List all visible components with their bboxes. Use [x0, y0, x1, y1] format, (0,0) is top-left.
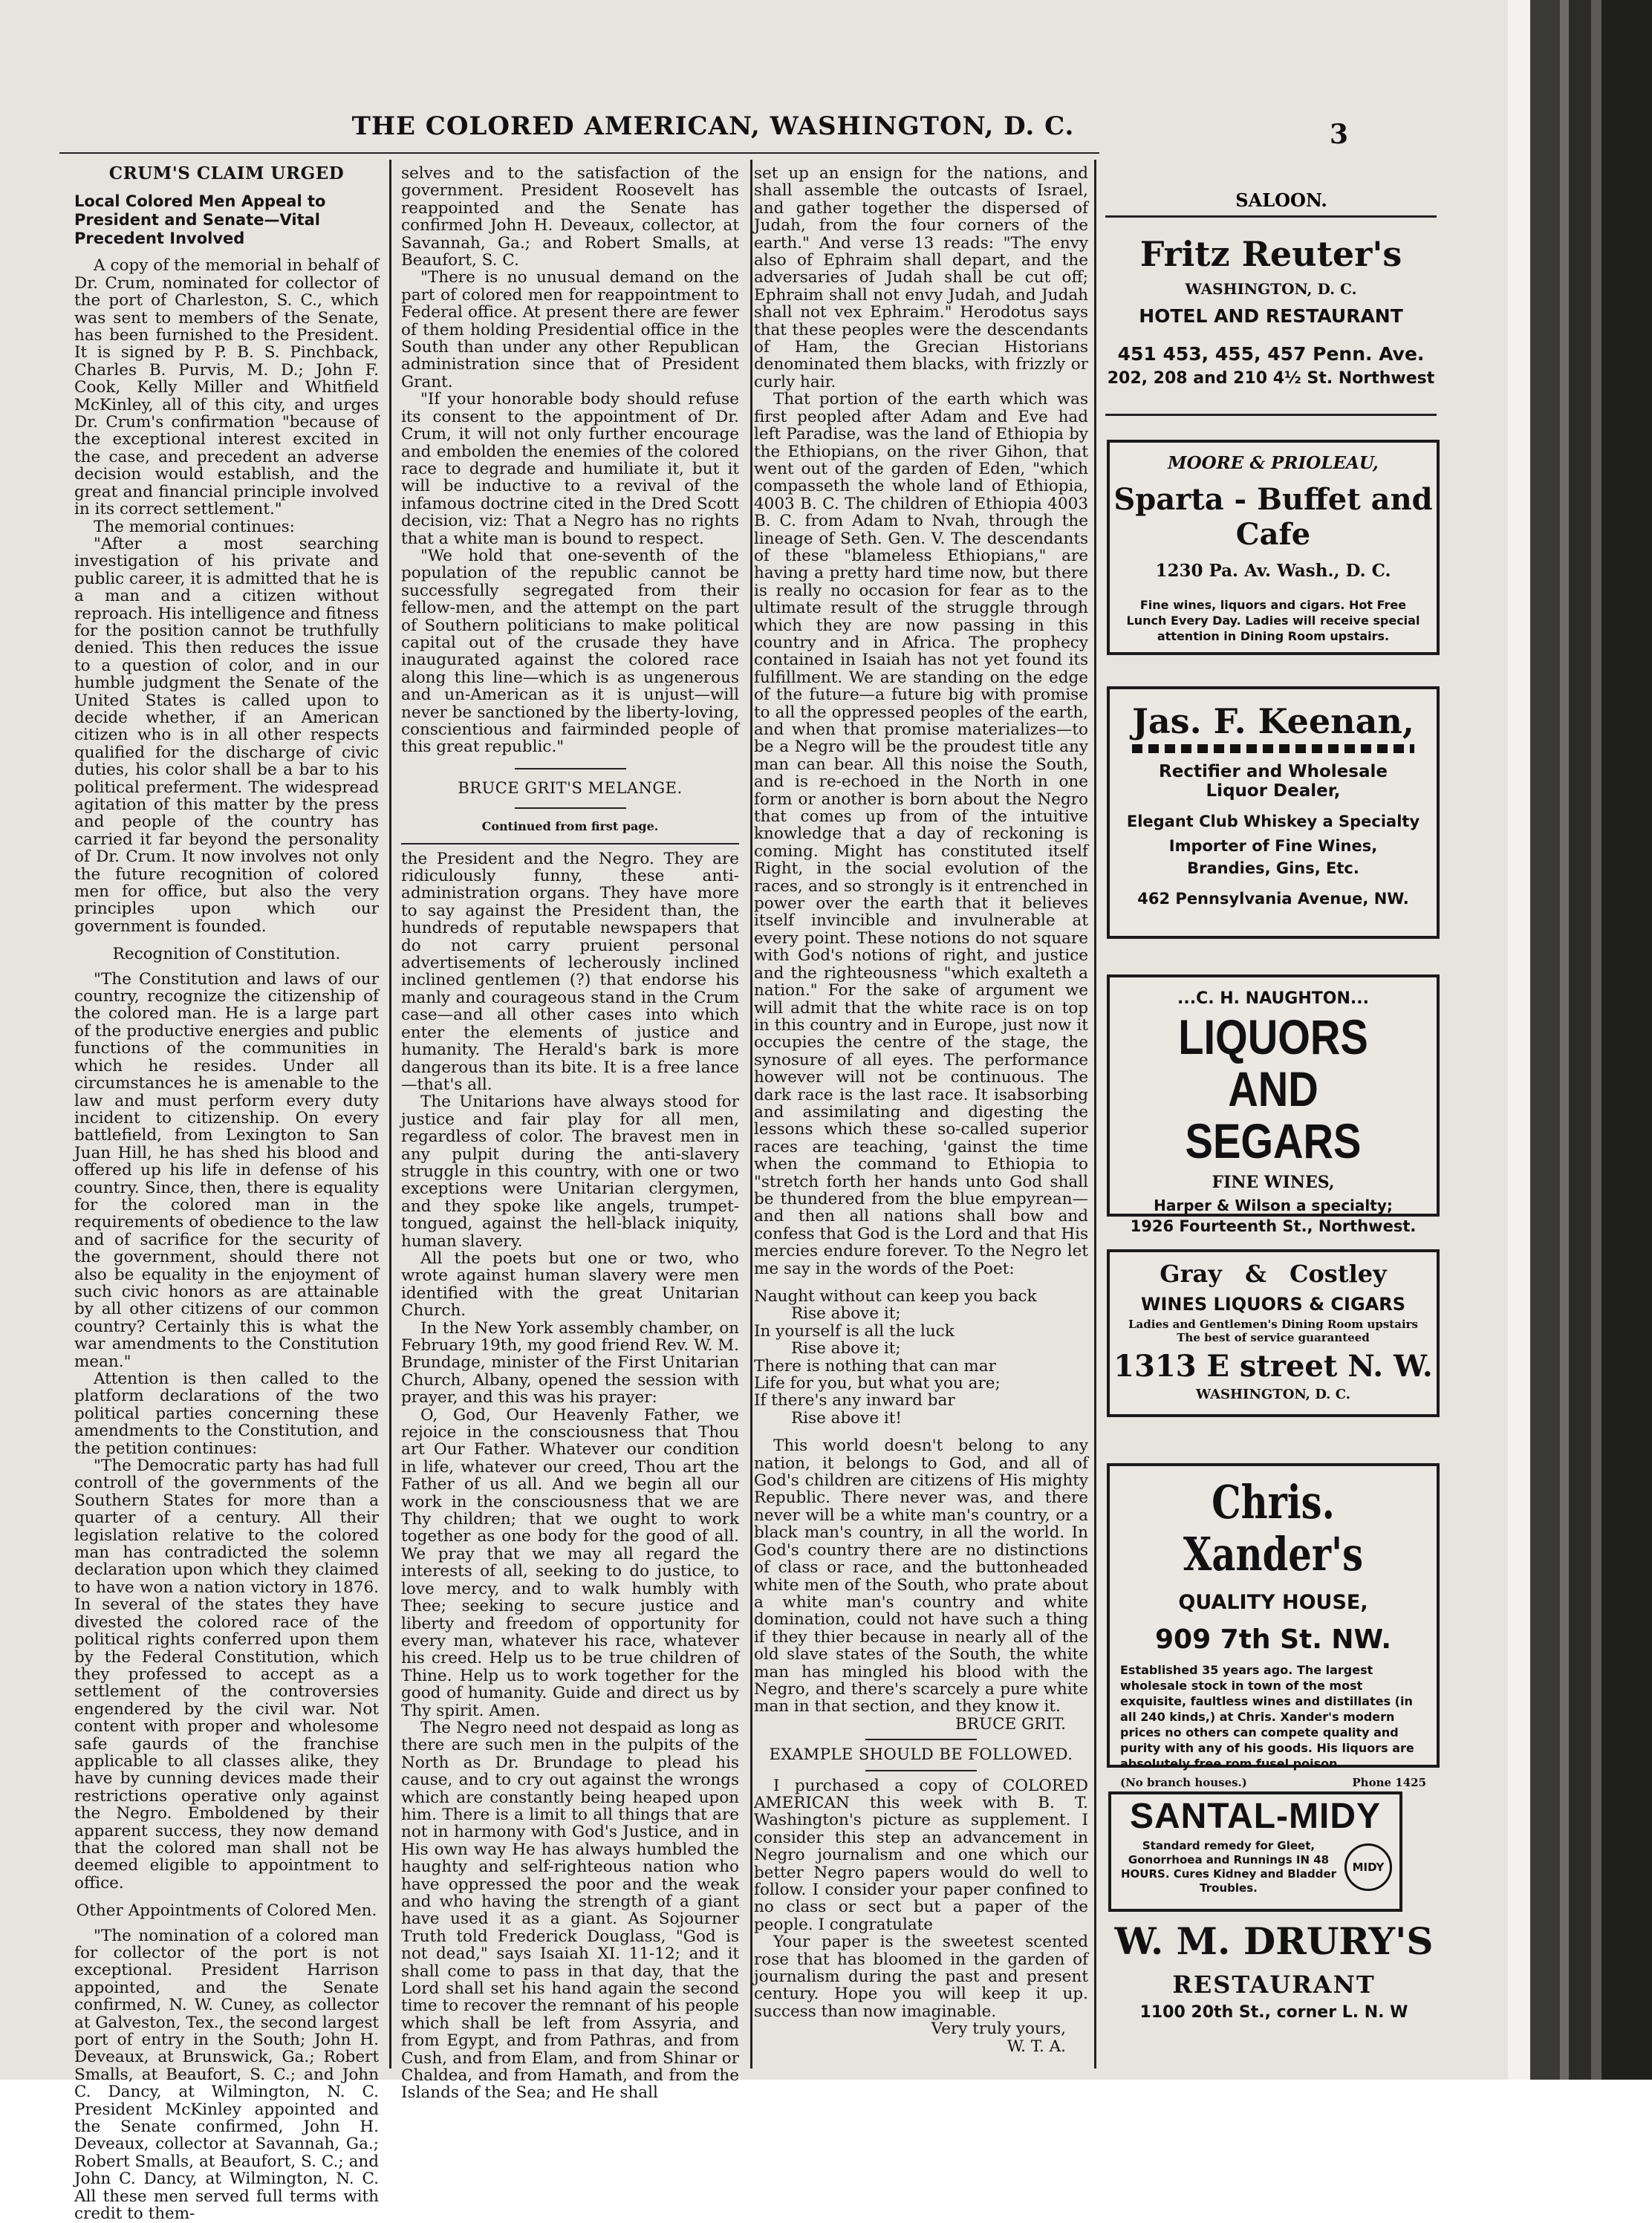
poem-line: Rise above it;	[791, 1304, 901, 1324]
article-bruce-grit	[754, 165, 1088, 2070]
poem-line: If there's any inward bar	[754, 1391, 955, 1410]
paragraph: That portion of the earth which was first peopled after Adam and Eve had left Paradise, was the land of Ethiopia by the Ethiopians, on the river Gihon, that went out of the garden of Eden, "which compasseth the whole land of Ethiopia, 4003 B. C. The children of Ethiopia 4003 B. C. from Adam to Nvah, through the lineage of Seth. Gen. V. The descendants of these "blameless Ethiopians," are having a pretty hard time now, but there is really no occasion for fear as to the ultimate result of the struggle through which they are now passing in this country and in Africa. The prophecy contained in Isaiah has not yet found its fulfillment. We are standing on the edge of the future—a future big with promise to all the oppressed peoples of the earth, and when that promise materializes—to be a Negro will be the proudest title any man can bear. All this noise the South, and is re-echoed in the North in one form or another is born about the Negro that comes up from of the intuitive knowledge that a day of reckoning is coming. Might has constituted itself Right, in the social evolution of the races, and so strongly is it entrenched in power over the earth that it believes itself invincible and invulnerable at every point. These notions do not square with God's notions of right, and justice and the righteousness "which exalteth a nation." For the sake of argument we will admit that the white race is on top in this country and in Europe, just now it occupies the centre of the stage, the synosure of all eyes. The performance however will not be continuous. The dark race is the last race. It isabsorbing and assimilating and digesting the lessons which these so-called superior races are teaching, 'gainst the time when the command to Ethiopia to "stretch forth her hands unto God shall be thundered from the blue empyrean—and then all nations shall bow and confess that God is the Lord and that His mercies endure forever. To the Negro let me say in the words of the Poet:	[754, 390, 1088, 1278]
section-rule	[865, 1770, 977, 1771]
paragraph: The memorial continues:	[94, 517, 295, 536]
subhead: Recognition of Constitution.	[112, 945, 341, 964]
ad-address: 202, 208 and 210 4½ St. Northwest	[1107, 369, 1435, 388]
paragraph: selves and to the satisfaction of the government. President Roosevelt has reappointed and the Senate has confirmed John H. Deveaux, collector, at Savannah, Ga.; and Robert Smalls, at Beaufort, S. C.	[401, 164, 739, 270]
paragraph: The Negro need not despaid as long as there are such men in the pulpits of the North as Dr. Brundage to plead his cause, and to cry out against the wrongs which are constantly being heaped upon him. There is a limit to all things that are not in harmony with God's Justice, and in His own way He has always humbled the haughty and self-righteous nation who have oppressed the poor and the weak and who having the strength of a giant have used it as a giant. As Sojourner Truth told Frederick Douglass, "God is not dead," says Isaiah XI. 11-12; and it shall come to pass in that day, that the Lord shall set his hand again the second time to recover the remnant of his people which shall be left from Assyria, and from Egypt, and from Pathras, and from Cush, and from Elam, and from Shinar or Chaldea, and from Hamath, and from the Islands of the Sea; and He shall	[401, 1718, 739, 2103]
section-rule	[401, 843, 739, 844]
ad-text: Established 35 years ago. The largest wholesale stock in town of the most exquisite, faultless wines and distillates (in all 240 kinds,) at Chris. Xander's modern prices no others can compete quality and purity with any of his goods. His liquors are absolutely free rom fusel poison.	[1120, 1663, 1414, 1771]
headline: EXAMPLE SHOULD BE FOLLOWED.	[769, 1745, 1073, 1764]
ad-note: (No branch houses.)	[1120, 1776, 1247, 1789]
ad-line: Liquor Dealer,	[1206, 781, 1341, 801]
ad-moore-prioleau	[1107, 440, 1440, 655]
ad-fritz-reuter	[1105, 215, 1437, 416]
ad-city: WASHINGTON, D. C.	[1196, 1387, 1350, 1402]
page-stack-edge	[1601, 0, 1652, 2080]
page-stack-edge	[1591, 0, 1601, 2080]
headline: BRUCE GRIT'S MELANGE.	[458, 778, 683, 797]
column-rule	[1094, 160, 1096, 2069]
ad-saloon-heading: SALOON.	[1235, 189, 1327, 211]
page-stack-edge	[1530, 0, 1560, 2080]
poem-line: Naught without can keep you back	[754, 1287, 1037, 1306]
ad-address: 1926 Fourteenth St., Northwest.	[1130, 1217, 1417, 1235]
ad-line: FINE WINES,	[1212, 1173, 1335, 1192]
ad-headline: LIQUORS	[1178, 1009, 1368, 1064]
ad-chris-xander	[1107, 1463, 1440, 1789]
paragraph: I purchased a copy of COLORED AMERICAN this week with B. T. Washington's picture as supplement. I consider this step an advancement in Negro journalism and one which our better Negro papers would do well to follow. I consider your paper confined to no class or sect but a paper of the people. I congratulate	[754, 1776, 1088, 1934]
paragraph: "The Constitution and laws of our country, recognize the citizenship of the colored man. He is a large part of the productive energies and public functions of the communities in which he resides. Under all circumstances he is amenable to the law and must perform every duty incident to citizenship. On every battlefield, from Lexington to San Juan Hill, he has shed his blood and offered up his life in defense of his country. Since, then, there is equality for the colored man in the requirements of obedience to the law and of sacrifice for the security of the government, should there not also be equality in the enjoyment of such civic honors as are attainable by all other citizens of our common country? Certainly this is what the war amendments to the Constitution mean."	[74, 969, 379, 1371]
ad-name: W. M. DRURY'S	[1114, 1919, 1434, 1963]
paragraph: "There is no unusual demand on the part of colored men for reappointment to Federal office. At present there are fewer of them holding Presidential office in the South than under any other Republican administration since that of President Grant.	[401, 268, 739, 391]
ad-santal-midy	[1108, 1791, 1402, 1912]
ad-name: SANTAL-MIDY	[1129, 1797, 1382, 1836]
ad-line: Elegant Club Whiskey a Specialty	[1126, 813, 1420, 830]
masthead-rule	[59, 152, 1099, 154]
closing-signature: W. T. A.	[1007, 2037, 1066, 2056]
paragraph: the President and the Negro. They are ridiculously funny, these anti-administration organs. They have more to say against the President than, the hundreds of reputable newspapers that do not carry pruient personal advertisements of lecherously inclined inclined gentlemen (?) that endorse his manly and courageous stand in the Crum case—and all other cases into which enter the elements of justice and humanity. The Herald's bark is more dangerous than its bite. It is a free lance—that's all.	[401, 849, 739, 1094]
ad-address: 462 Pennsylvania Avenue, NW.	[1137, 890, 1409, 908]
ad-keenan	[1107, 686, 1440, 939]
ad-address: 909 7th St. NW.	[1154, 1624, 1392, 1655]
ad-line: WINES LIQUORS & CIGARS	[1140, 1294, 1406, 1315]
deck: Local Colored Men Appeal to President and Senate—Vital Precedent Involved	[74, 192, 326, 248]
paragraph: Attention is then called to the platform declarations of the two political parties concerning these amendments to the Constitution, and the petition continues:	[74, 1370, 379, 1458]
column-rule	[389, 160, 391, 2069]
ad-naughton	[1107, 974, 1440, 1235]
paragraph: O, God, Our Heavenly Father, we rejoice in the consciousness that Thou art Our Father. Whatever our condition in life, whatever our creed, Thou art the Father of us all. And we begin all our work in the consciousness that we are Thy children; that we ought to work together as one body for the good of all. We pray that we may all regard the interests of all, seeking to do justice, to love mercy, and to walk humbly with Thee; seeking to secure justice and liberty and freedom of opportunity for every man, whatever his race, whatever his creed. Help us to be true children of Thine. Help us to work together for the good of humanity. Guide and direct us by Thy spirit. Amen.	[401, 1405, 739, 1720]
ornament-rule	[1132, 744, 1414, 753]
page-stack-edge	[1560, 0, 1569, 2080]
ad-line: RESTAURANT	[1172, 1970, 1376, 1999]
ad-name: Fritz Reuter's	[1139, 234, 1402, 274]
page-stack-edge	[1569, 0, 1591, 2080]
ad-name: MOORE & PRIOLEAU,	[1168, 453, 1379, 473]
paragraph: "After a most searching investigation of his private and public career, it is admitted that he is a man and a citizen without reproach. His intelligence and fitness for the position cannot be truthfully denied. This then reduces the issue to a question of color, and in our humble judgment the Senate of the United States is called upon to decide whether, if an American citizen who is in all other respects qualified for the discharge of civic duties, his color shall be a bar to his political preferment. The widespread agitation of this matter by the press and people of the country has carried it far beyond the personality of Dr. Crum. It now involves not only the future recognition of colored men for office, but also the very principles upon which our government is founded.	[74, 534, 379, 936]
ad-address: 1230 Pa. Av. Wash., D. C.	[1155, 561, 1391, 581]
ad-text: Standard remedy for Gleet, Gonorrhoea and Runnings IN 48 HOURS. Cures Kidney and Bladder Troubles.	[1120, 1839, 1337, 1895]
ad-line: Importer of Fine Wines, Brandies, Gins, Etc.	[1168, 837, 1378, 877]
paragraph: "If your honorable body should refuse its consent to the appointment of Dr. Crum, it will not only further encourage and embolden the enemies of the colored race to degrade and humiliate it, but it will be inductive to a revival of the infamous doctrine cited in the Dred Scott decision, viz: That a Negro has no rights that a white man is bound to respect.	[401, 390, 739, 548]
ad-gray-costley	[1107, 1249, 1440, 1417]
ad-name: ...C. H. NAUGHTON...	[1177, 989, 1369, 1008]
poem-line: Rise above it!	[791, 1408, 903, 1428]
ad-address: 1100 20th St., corner L. N. W	[1139, 2003, 1408, 2022]
paragraph: All the poets but one or two, who wrote against human slavery were men identified with the great Unitarian Church.	[401, 1249, 739, 1321]
headline: CRUM'S CLAIM URGED	[108, 163, 345, 183]
closing: Very truly yours,	[931, 2019, 1066, 2039]
ad-line: Harper & Wilson a specialty;	[1154, 1197, 1393, 1214]
paragraph: In the New York assembly chamber, on February 19th, my good friend Rev. W. M. Brundage, minister of the First Unitarian Church, Albany, opened the session with prayer, and this was his prayer:	[401, 1318, 739, 1407]
section-rule	[515, 768, 626, 769]
article-crum	[74, 163, 379, 2223]
ad-address: 1313 E street N. W.	[1113, 1349, 1433, 1384]
ad-name: Gray & Costley	[1160, 1260, 1387, 1288]
poem-line: Rise above it;	[791, 1339, 901, 1358]
paragraph: set up an ensign for the nations, and shall assemble the outcasts of Israel, and gather together the dispersed of Judah, from the four corners of the earth." And verse 13 reads: "The envy also of Ephraim shall depart, and the adversaries of Judah shall be cut off; Ephraim shall not envy Judah, and Judah shall not vex Ephraim." Herodotus says that these peoples were the descendants of Ham, the Grecian Historians denominated them blacks, with frizzly or curly hair.	[754, 164, 1088, 391]
ad-line: QUALITY HOUSE,	[1178, 1591, 1368, 1614]
masthead: THE COLORED AMERICAN, WASHINGTON, D. C.	[351, 111, 1075, 141]
paragraph: A copy of the memorial in behalf of Dr. Crum, nominated for collector of the port of Charleston, S. C., which was sent to members of the Senate, has been furnished to the President. It is signed by P. B. S. Pinchback, Charles B. Purvis, M. D.; John F. Cook, Kelly Miller and Whitfield McKinley, all of this city, and urges Dr. Crum's confirmation "because of the exceptional interest excited in the case, and precedent an adverse decision would establish, and the great and financial principle involved in its correct settlement."	[74, 256, 379, 519]
signature: BRUCE GRIT.	[955, 1714, 1066, 1734]
poem-line: Life for you, but what you are;	[754, 1374, 1001, 1393]
ad-line: HOTEL AND RESTAURANT	[1139, 305, 1403, 327]
paragraph: This world doesn't belong to any nation, it belongs to God, and all of God's children are citizens of His mighty Republic. There never was, and there never will be a white man's country, or a black man's country, in all the world. In God's country there are no distinctions of class or race, and the buttonheaded white men of the South, who prate about a white man's country and white domination, could not have such a thing if they thier because in nearly all of the old slave states of the South, the white man has mingled his blood with the Negro, and there's scarcely a pure white man in that section, and they know it.	[754, 1436, 1088, 1716]
ad-title: Sparta - Buffet and Cafe	[1113, 482, 1433, 552]
midy-badge-icon: MIDY	[1344, 1843, 1392, 1891]
ad-city: WASHINGTON, D. C.	[1185, 280, 1357, 298]
poem-line: In yourself is all the luck	[754, 1321, 955, 1341]
poem-line: There is nothing that can mar	[754, 1356, 996, 1376]
column-rule	[750, 160, 752, 2069]
ad-headline: AND SEGARS	[1185, 1061, 1362, 1168]
section-rule	[865, 1739, 977, 1740]
ad-drury	[1099, 1916, 1448, 2072]
ad-text: Fine wines, liquors and cigars. Hot Free Lunch Every Day. Ladies will receive special attention in Dining Room upstairs.	[1126, 598, 1420, 643]
ad-name: Chris. Xander's	[1183, 1475, 1364, 1581]
paragraph: "We hold that one-seventh of the population of the republic cannot be successfully segregated from their fellow-men, and the attempt on the part of Southern politicians to make political capital out of the crusade they have inaugurated against the colored race along this line—which is as ungenerous and un-American as it is unjust—will never be sanctioned by the liberty-loving, conscientious and fairminded people of this great republic."	[401, 546, 739, 757]
ad-name: Jas. F. Keenan,	[1132, 701, 1414, 741]
ad-line: Ladies and Gentlemen's Dining Room upstairs The best of service guaranteed	[1128, 1318, 1419, 1344]
page-number: 3	[1330, 119, 1349, 150]
paragraph: Your paper is the sweetest scented rose that has bloomed in the garden of journalism during the past and present century. Hope you will keep it up. success than now imaginable.	[754, 1933, 1088, 2021]
paragraph: The Unitarions have always stood for justice and fair play for all men, regardless of color. The bravest men in any pulpit during the anti-slavery struggle in this country, with one or two exceptions were Unitarian clergymen, and they spoke like angels, trumpet-tongued, against the hell-black iniquity, human slavery.	[401, 1093, 739, 1251]
section-rule	[515, 807, 626, 809]
ad-address: 451 453, 455, 457 Penn. Ave.	[1117, 343, 1425, 365]
article-crum-continued	[401, 164, 739, 2103]
continued-note: Continued from first page.	[481, 819, 659, 834]
ad-phone: Phone 1425	[1352, 1776, 1426, 1789]
subhead: Other Appointments of Colored Men.	[76, 1901, 377, 1921]
paragraph: "The nomination of a colored man for collector of the port is not exceptional. President Harrison appointed, and the Senate confirmed, N. W. Cuney, as collector at Galveston, Tex., the second largest port of entry in the South; John H. Deveaux, at Brunswick, Ga.; Robert Smalls, at Beaufort, S. C.; and John C. Dancy, at Wilmington, N. C. President McKinley appointed and the Senate confirmed, John H. Deveaux, collector at Savannah, Ga.; Robert Smalls, at Beaufort, S. C.; and John C. Dancy, at Wilmington, N. C. All these men served full terms with credit to them-	[74, 1926, 379, 2223]
ad-line: Rectifier and Wholesale	[1159, 762, 1388, 781]
paragraph: "The Democratic party has had full controll of the governments of the Southern States for more than a quarter of a century. All their legislation relative to the colored man has contradicted the solemn declaration upon which they claimed to have won a nation victory in 1876. In several of the states they have divested the colored race of the political rights conferred upon them by the Federal Constitution, which they professed to accept as a settlement of the controversies engendered by the civil war. Not content with proper and wholesome safe gaurds of the franchise applicable to all classes alike, they have by cunning devices made their restrictions operative only against the Negro. Emboldened by their apparent success, they now demand that the colored man shall not be deemed eligible to appointment to office.	[74, 1456, 379, 1892]
